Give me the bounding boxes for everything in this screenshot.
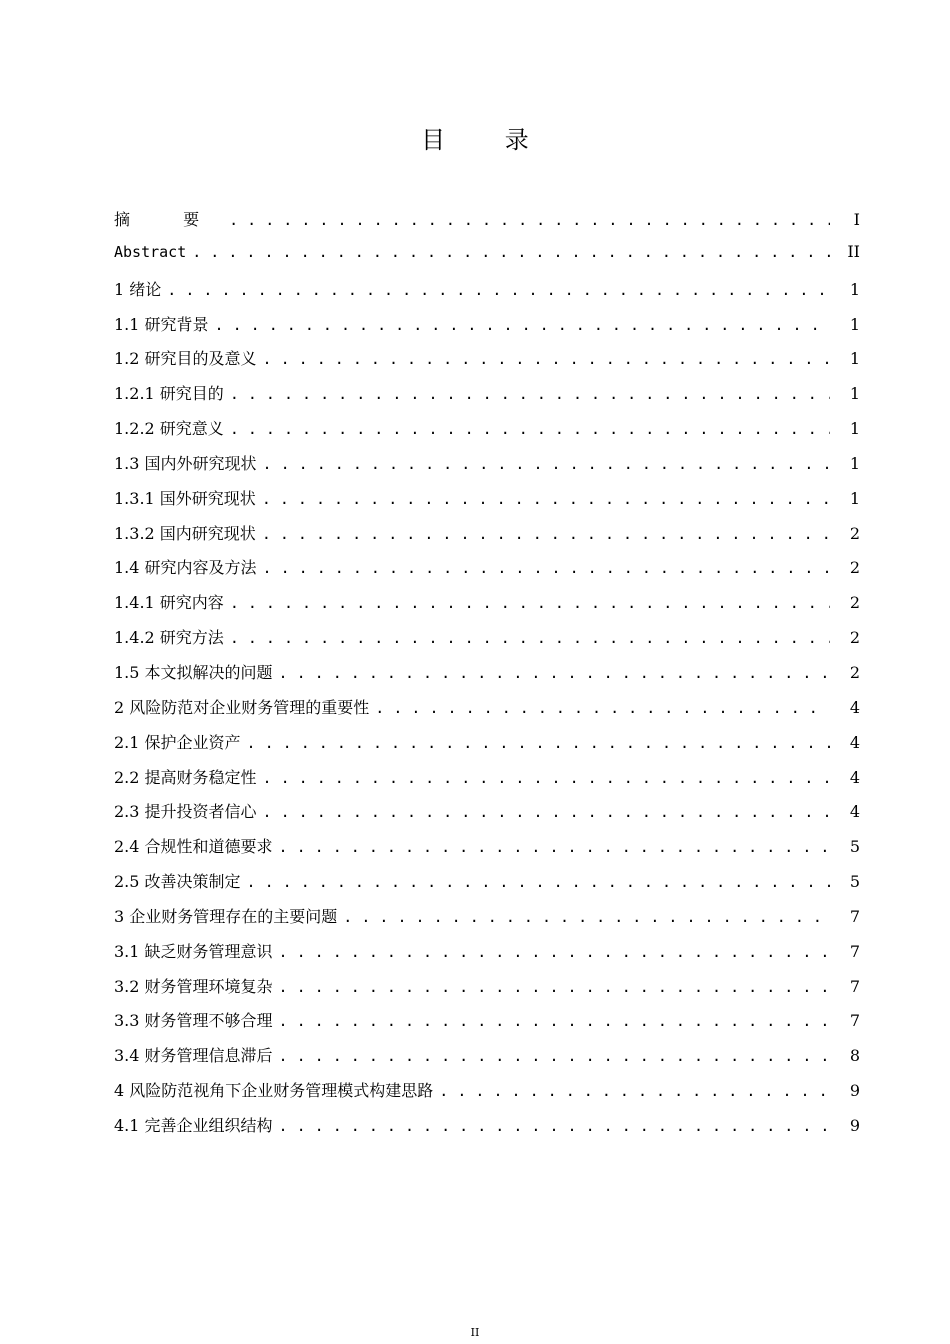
toc-entry[interactable] — [114, 625, 860, 660]
toc-entry[interactable] — [114, 486, 860, 521]
toc-leader-dots — [247, 734, 830, 752]
toc-entry-label: 摘 要 — [114, 210, 224, 229]
toc-entry-label: 2.2 提高财务稳定性 — [114, 767, 257, 787]
toc-entry-label: 2 风险防范对企业财务管理的重要性 — [114, 697, 370, 717]
toc-entry[interactable] — [114, 555, 860, 590]
toc-entry-label: 3.2 财务管理环境复杂 — [114, 976, 273, 996]
toc-entry-page: 1 — [849, 488, 860, 508]
toc-leader-dots — [279, 1117, 830, 1135]
toc-leader-dots — [230, 594, 830, 612]
toc-entry-page: 1 — [849, 419, 860, 439]
toc-entry[interactable] — [114, 381, 860, 416]
toc-leader-dots — [263, 559, 830, 577]
toc-entry-page: 7 — [849, 941, 860, 961]
toc-leader-dots — [230, 385, 830, 403]
toc-entry-label: 2.3 提升投资者信心 — [114, 802, 257, 822]
toc-entry-page: 2 — [849, 558, 860, 578]
toc-leader-dots — [229, 211, 830, 229]
toc-entry[interactable] — [114, 521, 860, 556]
toc-entry-label: 1.1 研究背景 — [114, 314, 209, 334]
toc-entry-page: 5 — [849, 837, 860, 857]
toc-entry[interactable] — [114, 730, 860, 765]
toc-entry[interactable] — [114, 416, 860, 451]
toc-leader-dots — [262, 525, 830, 543]
toc-entry-page: 8 — [849, 1046, 860, 1066]
toc-entry-page: 7 — [849, 976, 860, 996]
toc-entry-page: 1 — [849, 384, 860, 404]
toc-entry-label: 1.3 国内外研究现状 — [114, 453, 257, 473]
toc-entry-label: 2.1 保护企业资产 — [114, 732, 241, 752]
toc-leader-dots — [439, 1082, 830, 1100]
toc-leader-dots — [279, 664, 830, 682]
toc-entry-page: 9 — [849, 1115, 860, 1135]
toc-entry-label: 2.5 改善决策制定 — [114, 872, 241, 892]
toc-entry-page: 1 — [849, 279, 860, 299]
toc-entry-label: 1.5 本文拟解决的问题 — [114, 662, 273, 682]
toc-entry[interactable] — [114, 799, 860, 834]
toc-entry[interactable] — [114, 1113, 860, 1148]
toc-entry[interactable] — [114, 346, 860, 381]
toc-entry-label: 1.4.1 研究内容 — [114, 593, 224, 613]
toc-entry[interactable] — [114, 695, 860, 730]
toc-entry-page: 4 — [849, 732, 860, 752]
toc-entry-page: 7 — [849, 906, 860, 926]
toc-leader-dots — [263, 803, 830, 821]
toc-entry-label: 1.4 研究内容及方法 — [114, 558, 257, 578]
toc-entry[interactable] — [114, 590, 860, 625]
toc-entry-label: 3.4 财务管理信息滞后 — [114, 1046, 273, 1066]
toc-entry-label: 1.2 研究目的及意义 — [114, 349, 257, 369]
toc-entry-page: 2 — [849, 593, 860, 613]
toc-entry[interactable] — [114, 974, 860, 1009]
toc-entry[interactable] — [114, 939, 860, 974]
toc-entry-label: 3.3 财务管理不够合理 — [114, 1011, 273, 1031]
toc-leader-dots — [230, 420, 830, 438]
toc-entry-label: Abstract — [114, 242, 187, 261]
toc-entry-label: 1.3.2 国内研究现状 — [114, 523, 256, 543]
toc-entry[interactable] — [114, 312, 860, 347]
toc-entry[interactable] — [114, 1008, 860, 1043]
toc-leader-dots — [262, 490, 830, 508]
toc-entry-page: II — [847, 241, 860, 261]
toc-entry[interactable] — [114, 904, 860, 939]
toc-entry-label: 1 绪论 — [114, 279, 162, 299]
toc-entry-label: 1.4.2 研究方法 — [114, 628, 224, 648]
page-title: 目 录 — [421, 126, 555, 154]
toc-entry-page: 9 — [849, 1081, 860, 1101]
toc-leader-dots — [263, 455, 830, 473]
toc-leader-dots — [279, 978, 830, 996]
toc-entry-label: 4.1 完善企业组织结构 — [114, 1115, 273, 1135]
toc-entry-page: 4 — [849, 697, 860, 717]
toc-entry[interactable] — [114, 834, 860, 869]
toc-leader-dots — [215, 316, 830, 334]
toc-leader-dots — [167, 281, 830, 299]
toc-entry-page: I — [853, 210, 860, 229]
toc-entry[interactable] — [114, 869, 860, 904]
table-of-contents — [114, 207, 860, 1148]
toc-entry-label: 2.4 合规性和道德要求 — [114, 837, 273, 857]
toc-entry[interactable] — [114, 451, 860, 486]
toc-leader-dots — [279, 943, 830, 961]
toc-leader-dots — [279, 1047, 830, 1065]
toc-entry[interactable] — [114, 1043, 860, 1078]
toc-entry-label: 1.2.1 研究目的 — [114, 384, 224, 404]
toc-entry-page: 7 — [849, 1011, 860, 1031]
toc-entry[interactable] — [114, 765, 860, 800]
toc-entry[interactable] — [114, 277, 860, 312]
toc-entry-label: 1.3.1 国外研究现状 — [114, 488, 256, 508]
toc-leader-dots — [279, 1012, 830, 1030]
toc-leader-dots — [247, 873, 830, 891]
toc-leader-dots — [192, 243, 830, 261]
toc-entry-label: 3 企业财务管理存在的主要问题 — [114, 906, 338, 926]
toc-entry-page: 4 — [849, 802, 860, 822]
toc-entry[interactable] — [114, 1078, 860, 1113]
toc-entry[interactable] — [114, 207, 860, 242]
toc-entry-label: 4 风险防范视角下企业财务管理模式构建思路 — [114, 1081, 434, 1101]
page-number: II — [470, 1326, 480, 1339]
toc-entry[interactable] — [114, 242, 860, 277]
toc-entry-page: 5 — [849, 872, 860, 892]
toc-leader-dots — [279, 838, 830, 856]
toc-entry-page: 4 — [849, 767, 860, 787]
toc-leader-dots — [263, 350, 830, 368]
toc-entry-page: 2 — [849, 628, 860, 648]
toc-leader-dots — [230, 629, 830, 647]
toc-entry-page: 1 — [849, 349, 860, 369]
toc-entry-page: 2 — [849, 523, 860, 543]
toc-entry-page: 1 — [849, 453, 860, 473]
toc-entry-label: 3.1 缺乏财务管理意识 — [114, 941, 273, 961]
toc-entry-label: 1.2.2 研究意义 — [114, 419, 224, 439]
toc-entry-page: 1 — [849, 314, 860, 334]
toc-entry-page: 2 — [849, 662, 860, 682]
toc-leader-dots — [263, 769, 830, 787]
toc-leader-dots — [375, 699, 830, 717]
toc-entry[interactable] — [114, 660, 860, 695]
toc-leader-dots — [343, 908, 830, 926]
